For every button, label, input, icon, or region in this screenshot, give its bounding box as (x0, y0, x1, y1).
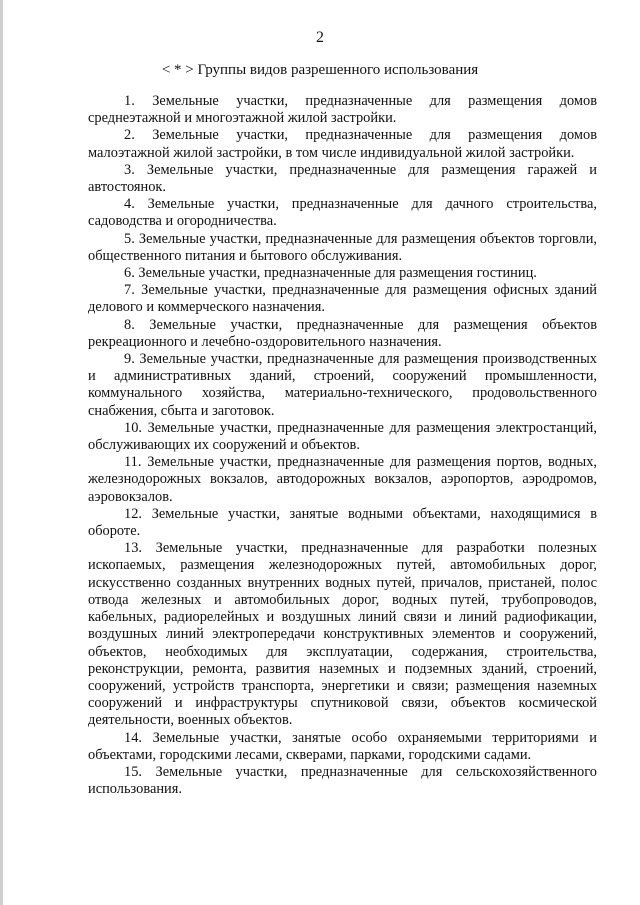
list-item-4: 4. Земельные участки, предназначенные для дачного строительства, садоводства и огородничества. (88, 196, 597, 230)
list-item-11: 11. Земельные участки, предназначенные для размещения портов, водных, железнодорожных вокзалов, автодорожных вокзалов, аэропортов, аэродромов, аэровокзалов. (88, 454, 597, 505)
list-item-5: 5. Земельные участки, предназначенные для размещения объектов торговли, общественного питания и бытового обслуживания. (88, 230, 597, 264)
list-item-3: 3. Земельные участки, предназначенные для размещения гаражей и автостоянок. (88, 161, 597, 196)
land-use-groups-list (88, 93, 597, 798)
list-item-1: 1. Земельные участки, предназначенные для размещения домов среднеэтажной и многоэтажной жилой застройки. (88, 93, 597, 127)
list-item-2: 2. Земельные участки, предназначенные для размещения домов малоэтажной жилой застройки, в том числе индивидуальной жилой застройки. (88, 127, 597, 161)
list-item-6: 6. Земельные участки, предназначенные для размещения гостиниц. (124, 265, 537, 282)
list-item-13: 13. Земельные участки, предназначенные для разработки полезных ископаемых, размещения железнодорожных путей, автомобильных дорог, искусственно созданных внутренних водных путей, причалов, пристаней, полос отвода железных и автомобильных дорог, водных путей, трубопроводов, кабельных, радиорелейных и воздушных линий связи и линий радиофикации, воздушных линий электропередачи конструктивных элементов и сооружений, объектов, необходимых для эксплуатации, содержания, строительства, реконструкции, ремонта, развития наземных и подземных зданий, строений, сооружений, устройств транспорта, энергетики и связи; размещения наземных сооружений и инфраструктуры спутниковой связи, объектов космической деятельности, военных объектов. (88, 540, 597, 729)
list-item-7: 7. Земельные участки, предназначенные для размещения офисных зданий делового и коммерческого назначения. (88, 282, 597, 316)
list-item-8: 8. Земельные участки, предназначенные для размещения объектов рекреационного и лечебно-оздоровительного назначения. (88, 316, 597, 350)
list-item-14: 14. Земельные участки, занятые особо охраняемыми территориями и объектами, городскими лесами, скверами, парками, городскими садами. (88, 729, 597, 763)
list-item-9: 9. Земельные участки, предназначенные для размещения производственных и административных зданий, строений, сооружений промышленности, коммунального хозяйства, материально-технического, продовольственного снабжения, сбыта и заготовок. (88, 351, 597, 419)
list-item-12: 12. Земельные участки, занятые водными объектами, находящимися в обороте. (88, 505, 597, 540)
page-number: 2 (316, 29, 324, 46)
list-item-10: 10. Земельные участки, предназначенные для размещения электростанций, обслуживающих их сооружений и объектов. (88, 419, 597, 454)
scan-edge (0, 0, 3, 905)
section-heading: < * > Группы видов разрешенного использования (161, 62, 479, 78)
list-item-15: 15. Земельные участки, предназначенные для сельскохозяйственного использования. (88, 763, 597, 798)
